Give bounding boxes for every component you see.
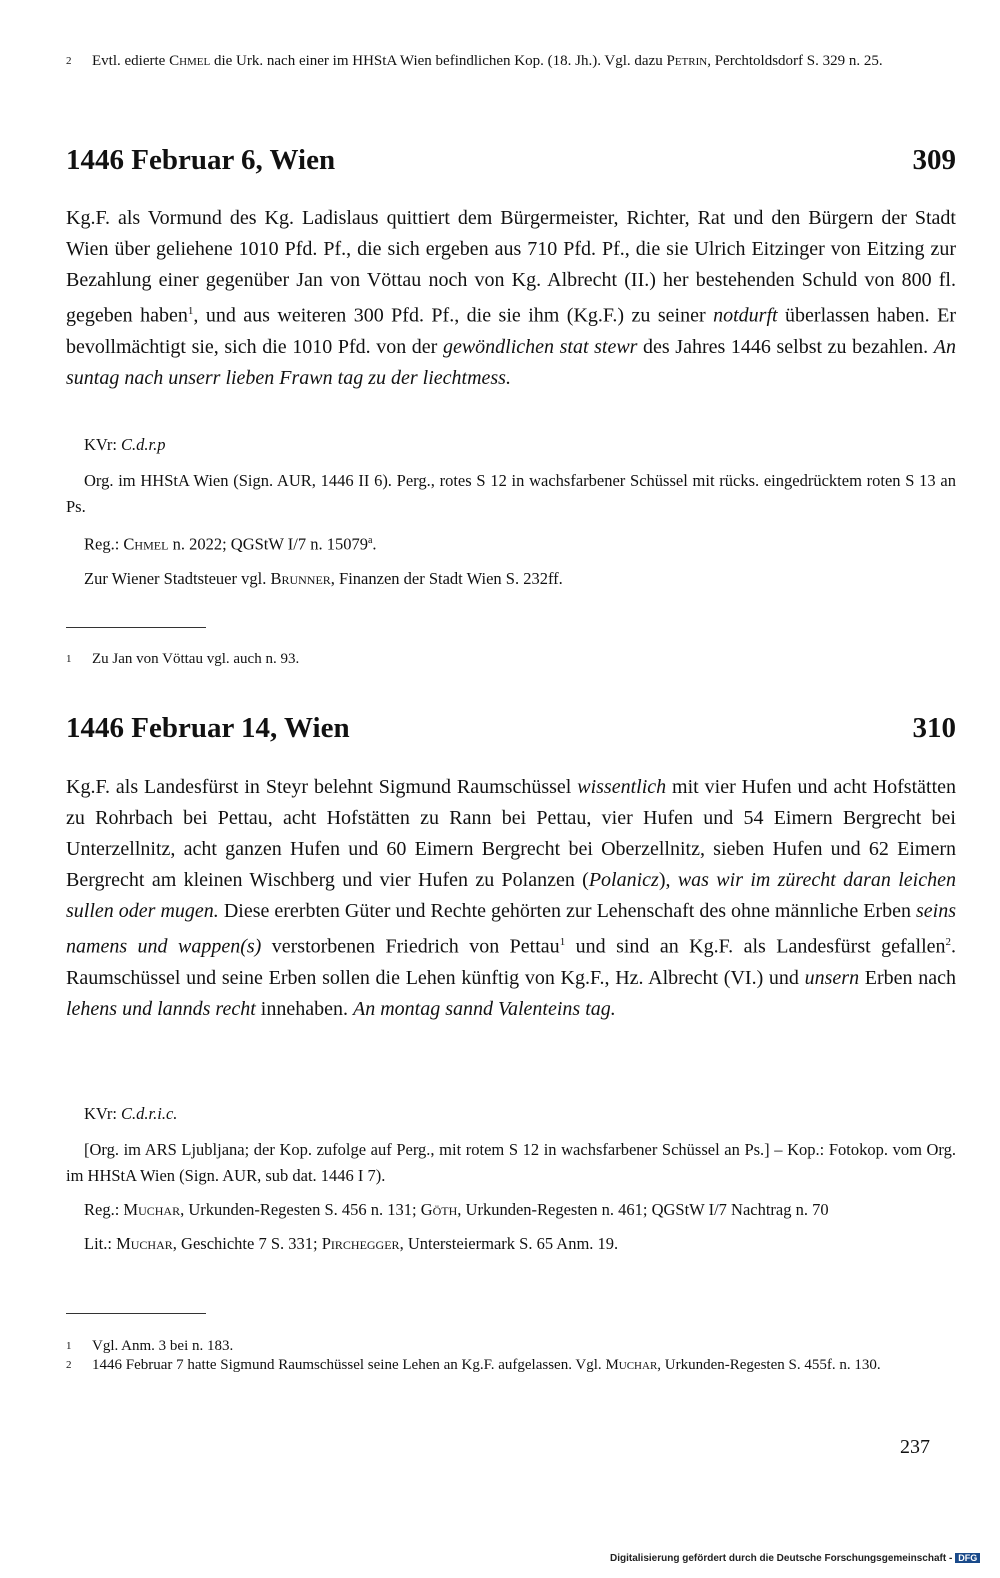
entry-date-place: 1446 Februar 6, Wien	[66, 144, 336, 176]
footnote-1: 1 Vgl. Anm. 3 bei n. 183.	[66, 1338, 234, 1354]
kvr-line: KVr: C.d.r.p	[84, 435, 166, 454]
original-line: Org. im HHStA Wien (Sign. AUR, 1446 II 6). Perg., rotes S 12 in wachsfarbener Schüssel mit rücks. eingedrücktem roten S 13 an Ps.	[66, 471, 956, 516]
entry-309-apparatus	[66, 432, 956, 592]
entry-310-footnotes	[66, 1337, 956, 1375]
entry-number: 309	[912, 144, 956, 176]
entry-number: 310	[912, 712, 956, 744]
entry-310-regest: Kg.F. als Landesfürst in Steyr belehnt Sigmund Raumschüssel wissentlich mit vier Hufen und acht Hofstätten zu Rohrbach bei Pettau, acht Hofstätten zu Rann bei Pettau, vier Hufen und 54 Eimern Bergrecht bei Unterzellnitz, acht ganzen Hufen und 60 Eimern Bergrecht bei Oberzellnitz, sieben Hufen und 62 Eimern Bergrecht am kleinen Wischberg und vier Hufen zu Polanzen (Polanicz), was wir im zürecht daran leichen sullen oder mugen. Diese ererbten Güter und Rechte gehörten zur Lehenschaft des ohne männliche Erben seins namens und wappen(s) verstorbenen Friedrich von Pettau$^1$ und sind an Kg.F. als Landesfürst gefallen$^2$. Raumschüssel und seine Erben sollen die Lehen künftig von Kg.F., Hz. Albrecht (VI.) und unsern Erben nach lehens und lannds recht innehaben. An montag sannd Valenteins tag.	[66, 776, 957, 1020]
footnote-ref: 1	[187, 305, 194, 317]
original-line: [Org. im ARS Ljubljana; der Kop. zufolge auf Perg., mit rotem S 12 in wachsfarbener Schüssel an Ps.] – Kop.: Fotokop. vom Org. im HHStA Wien (Sign. AUR, sub dat. 1446 I 7).	[66, 1140, 956, 1185]
dfg-logo: DFG	[955, 1553, 980, 1563]
page-number: 237	[900, 1436, 930, 1458]
footnote-ref: 1	[559, 936, 566, 948]
regest-line: Reg.: Chmel n. 2022; QGStW I/7 n. 15079$^a$.	[84, 534, 377, 554]
footnote-ref: 2	[945, 936, 952, 948]
literature-line: Lit.: Muchar, Geschichte 7 S. 331; Pirchegger, Untersteiermark S. 65 Anm. 19.	[84, 1234, 619, 1253]
footnote-mark: 2	[66, 55, 72, 67]
entry-date-place: 1446 Februar 14, Wien	[66, 712, 350, 744]
kvr-line: KVr: C.d.r.i.c.	[84, 1104, 178, 1123]
entry-309-heading	[66, 144, 956, 177]
entry-310-apparatus	[66, 1101, 956, 1257]
entry-309-regest: Kg.F. als Vormund des Kg. Ladislaus quittiert dem Bürgermeister, Richter, Rat und den Bürgern der Stadt Wien über geliehene 1010 Pfd. Pf., die sich ergeben aus 710 Pfd. Pf., die sie Ulrich Eitzinger von Eitzing zur Bezahlung einer gegenüber Jan von Vöttau noch von Kg. Albrecht (II.) her bestehenden Schuld von 800 fl. gegeben haben$^1$, und aus weiteren 300 Pfd. Pf., die sie ihm (Kg.F.) zu seiner notdurft überlassen haben. Er bevollmächtigt sie, sich die 1010 Pfd. von der gewöndlichen stat stewr des Jahres 1446 selbst zu bezahlen. An suntag nach unserr lieben Frawn tag zu der liechtmess.	[66, 207, 957, 389]
footnote-divider	[66, 1313, 206, 1314]
footnote-divider	[66, 627, 206, 628]
regest-line: Reg.: Muchar, Urkunden-Regesten S. 456 n. 131; Göth, Urkunden-Regesten n. 461; QGStW I/7 Nachtrag n. 70	[84, 1200, 829, 1219]
dfg-credit: Digitalisierung gefördert durch die Deutsche Forschungsgemeinschaft - DFG	[610, 1553, 980, 1564]
top-footnote	[66, 52, 966, 70]
note-line: Zur Wiener Stadtsteuer vgl. Brunner, Finanzen der Stadt Wien S. 232ff.	[84, 568, 563, 588]
footnote-2: 2 1446 Februar 7 hatte Sigmund Raumschüssel seine Lehen an Kg.F. aufgelassen. Vgl. Muchar, Urkunden-Regesten S. 455f. n. 130.	[66, 1357, 881, 1373]
entry-309-footnote-1: 1 Zu Jan von Vöttau vgl. auch n. 93.	[66, 651, 300, 667]
footnote-text: Evtl. edierte Chmel die Urk. nach einer im HHStA Wien befindlichen Kop. (18. Jh.). Vgl. dazu Petrin, Perchtoldsdorf S. 329 n. 25.	[92, 53, 883, 69]
entry-310-heading	[66, 712, 956, 745]
